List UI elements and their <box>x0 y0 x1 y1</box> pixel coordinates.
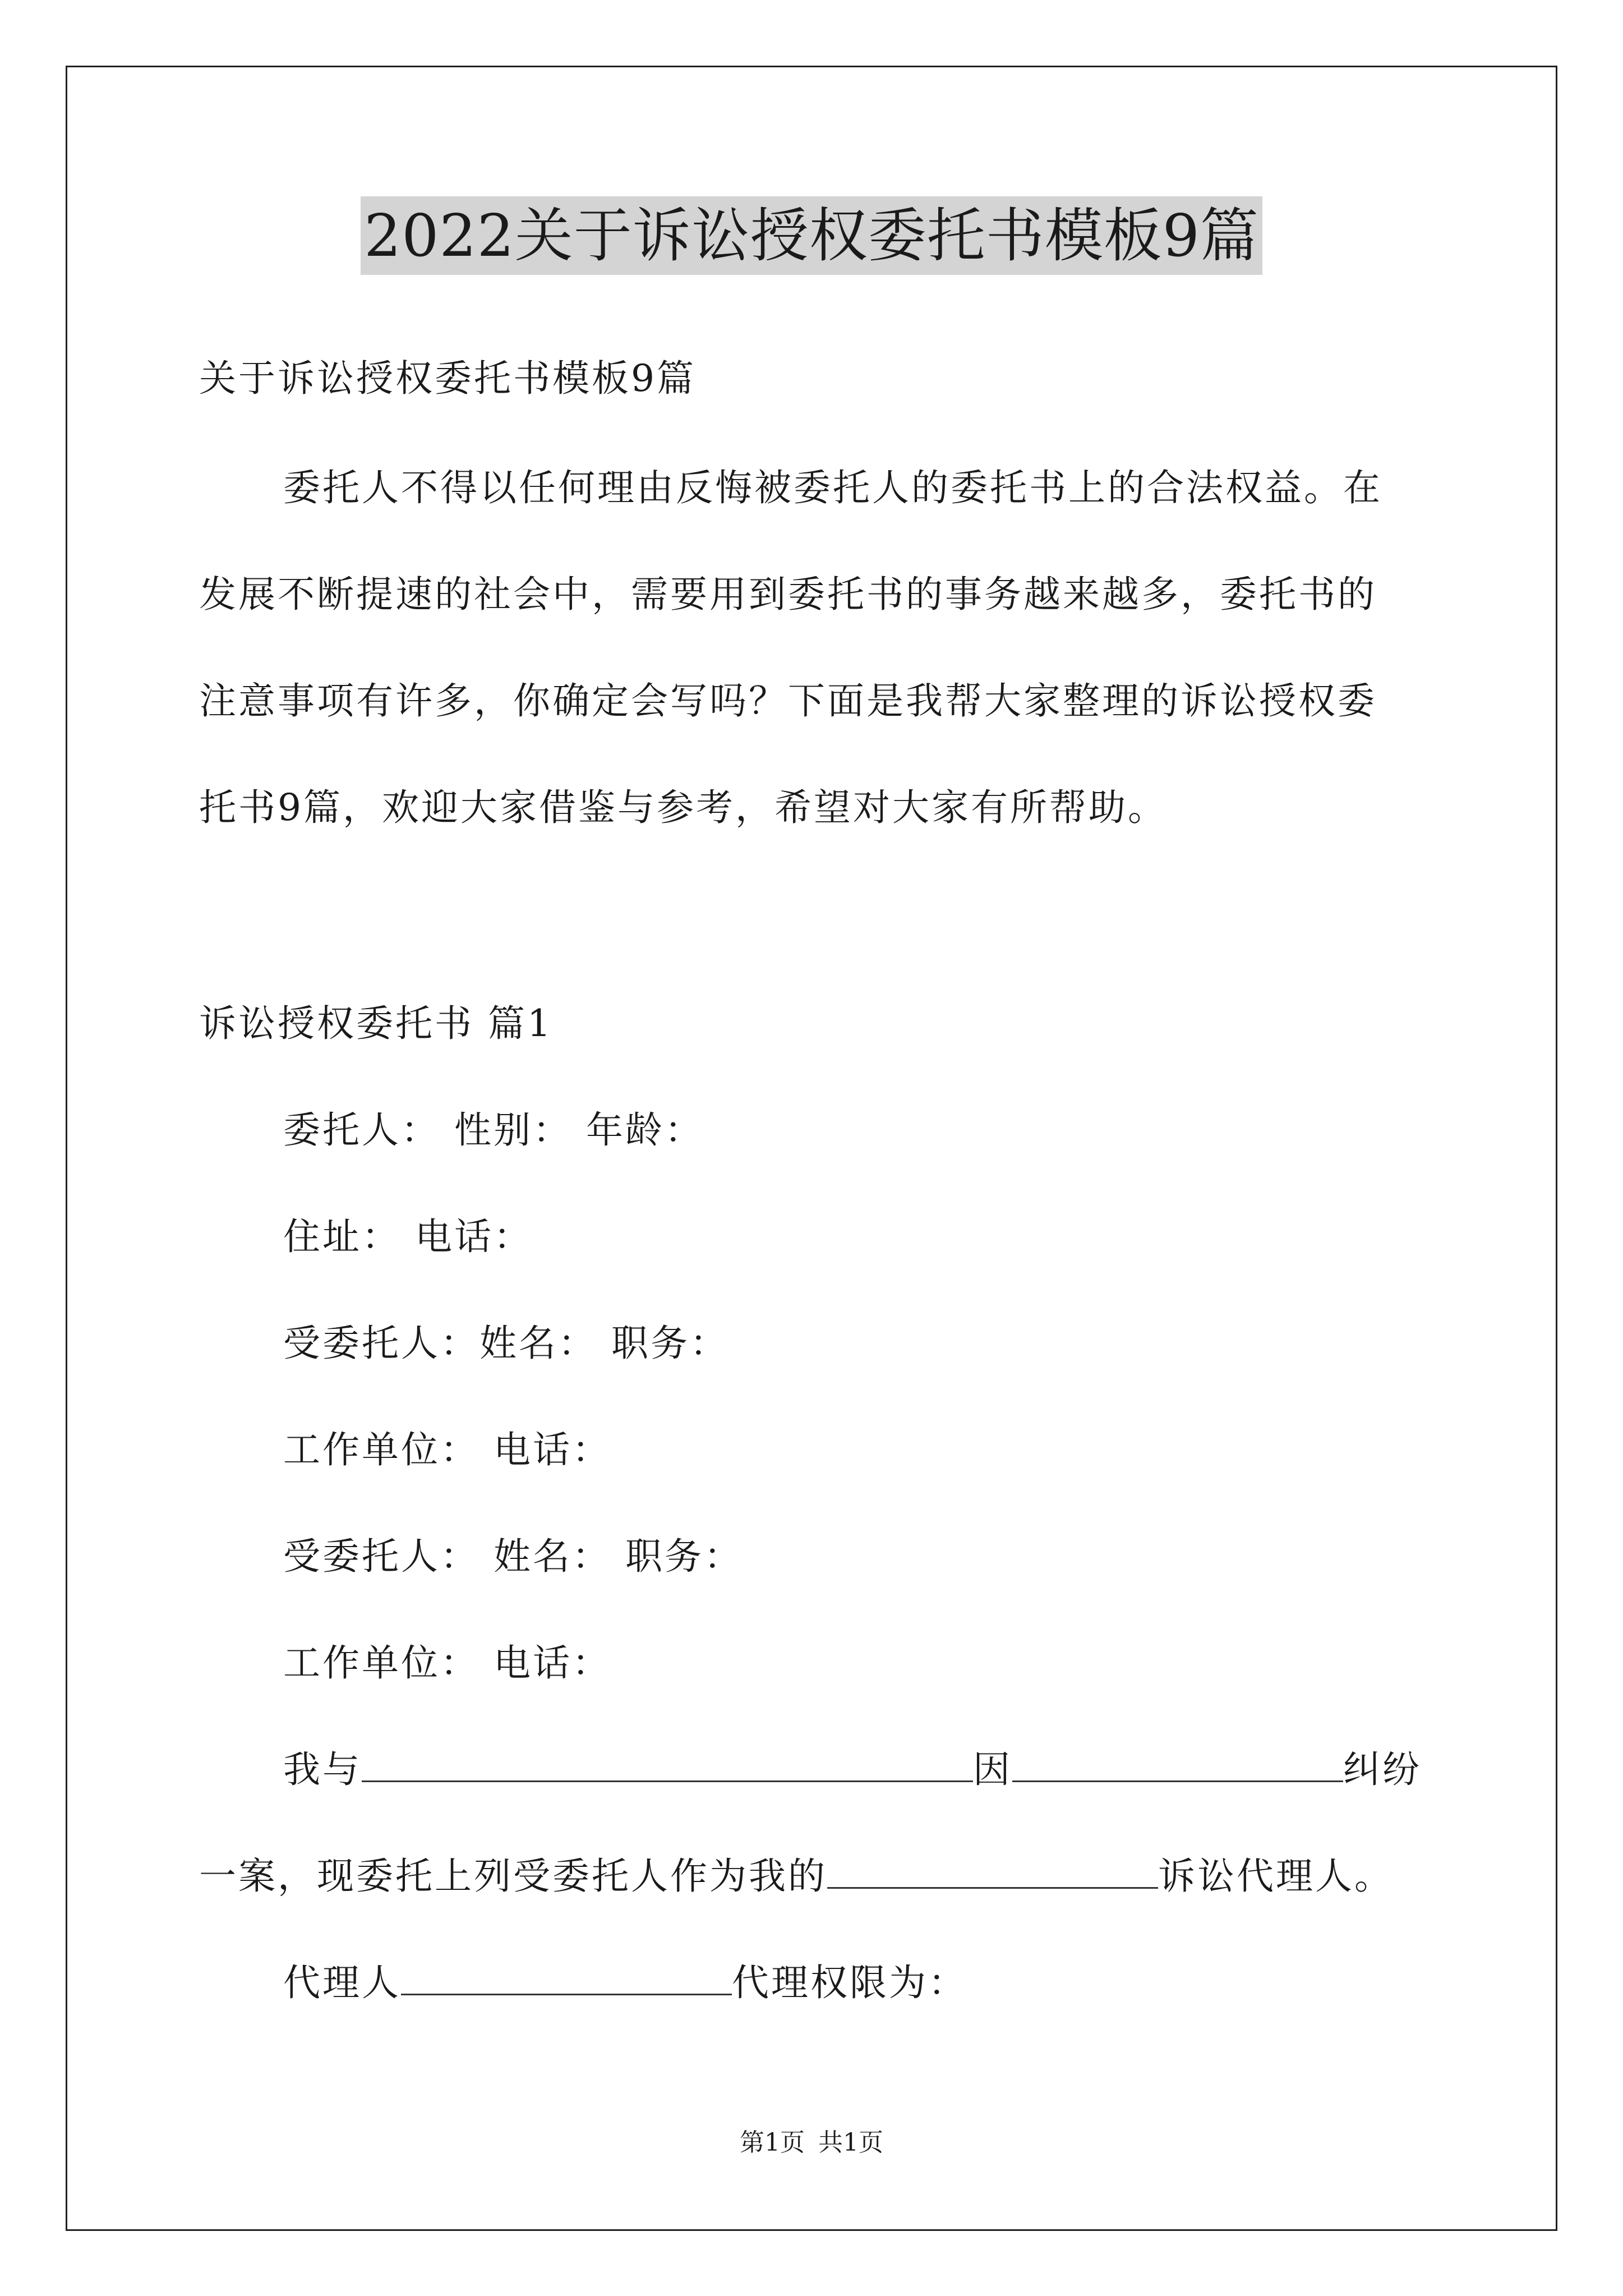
section-heading: 诉讼授权委托书 篇1 <box>199 1002 553 1045</box>
blank-party <box>362 1746 973 1782</box>
page-total: 共1页 <box>818 2128 883 2157</box>
page-current: 第1页 <box>740 2128 805 2157</box>
field-agent-2-employer: 工作单位： 电话： <box>283 1641 611 1685</box>
intro-line-4: 托书9篇，欢迎大家借鉴与参考，希望对大家有所帮助。 <box>199 786 1167 829</box>
clause-appointment <box>199 1851 1394 1902</box>
clause-authority <box>283 1958 967 2008</box>
intro-line-2: 发展不断提速的社会中，需要用到委托书的事务越来越多，委托书的 <box>199 573 1377 616</box>
clause-appointment-text-1: 一案，现委托上列受委托人作为我的 <box>199 1855 827 1898</box>
field-agent-1: 受委托人：姓名： 职务： <box>283 1322 729 1365</box>
field-agent-1-employer: 工作单位： 电话： <box>283 1428 611 1471</box>
clause-authority-text-2: 代理权限为： <box>732 1961 967 2004</box>
clause-appointment-text-2: 诉讼代理人。 <box>1158 1855 1394 1898</box>
clause-dispute-text-2: 因 <box>973 1748 1012 1791</box>
field-agent-2: 受委托人： 姓名： 职务： <box>283 1535 743 1578</box>
clause-authority-text-1: 代理人 <box>283 1961 401 2004</box>
title-block <box>0 196 1623 275</box>
page-footer <box>0 2126 1623 2160</box>
intro-line-1: 委托人不得以任何理由反悔被委托人的委托书上的合法权益。在 <box>283 466 1382 509</box>
intro-line-3: 注意事项有许多，你确定会写吗？下面是我帮大家整理的诉讼授权委 <box>199 679 1377 723</box>
field-address: 住址： 电话： <box>283 1215 533 1258</box>
field-principal: 委托人： 性别： 年龄： <box>283 1108 704 1152</box>
blank-reason <box>1012 1746 1343 1782</box>
blank-agent-name <box>401 1959 732 1995</box>
document-subtitle: 关于诉讼授权委托书模板9篇 <box>199 357 696 400</box>
document-title: 2022关于诉讼授权委托书模板9篇 <box>361 196 1262 275</box>
clause-dispute-text-1: 我与 <box>283 1748 362 1791</box>
blank-role <box>827 1852 1158 1889</box>
clause-dispute <box>283 1745 1422 1795</box>
clause-dispute-text-3: 纠纷 <box>1343 1748 1422 1791</box>
